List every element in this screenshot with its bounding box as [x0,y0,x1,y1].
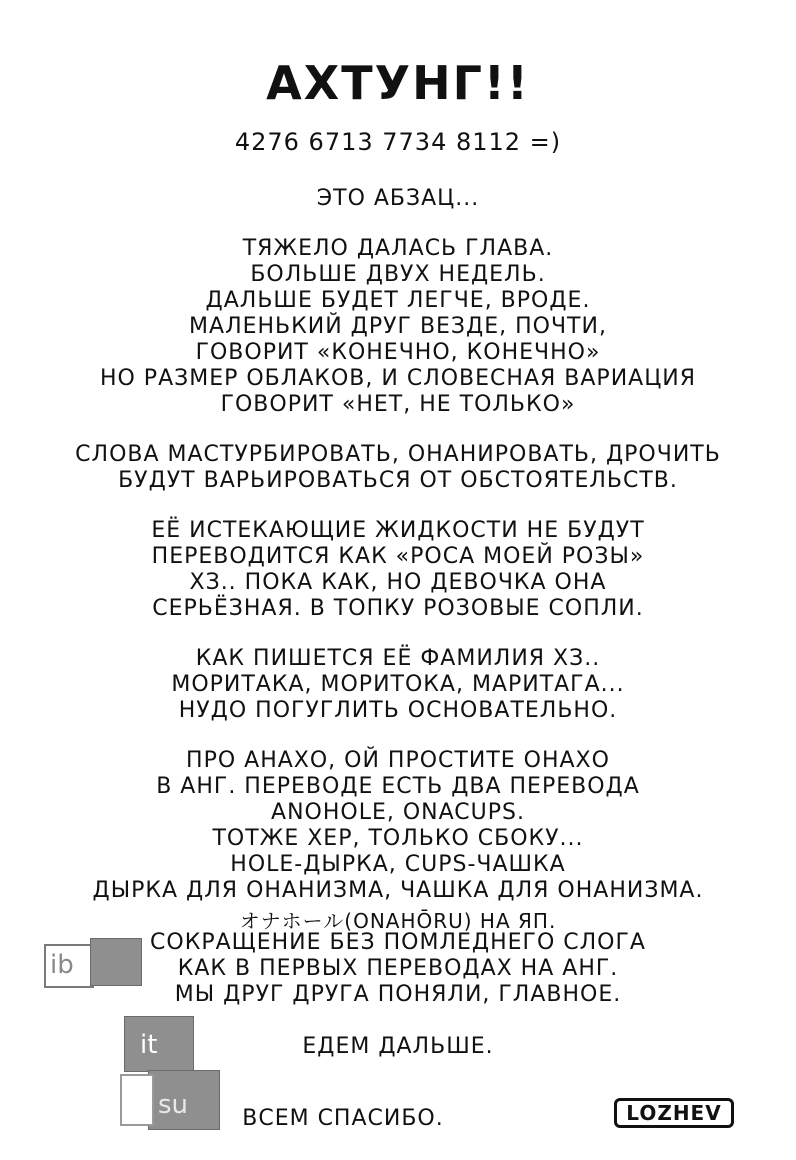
text-line: ANOHOLE, ONACUPS. [271,800,525,825]
text-line: ПРО АНАХО, ОЙ ПРОСТИТЕ ОНАХО [186,748,610,773]
logo-text: su [158,1090,189,1120]
text-line: ТЯЖЕЛО ДАЛАСЬ ГЛАВА. [242,236,554,261]
text-line: ЕЁ ИСТЕКАЮЩИЕ ЖИДКОСТИ НЕ БУДУТ [151,518,645,543]
text-line: オナホール(ONAHŌRU) НА ЯП. [239,909,557,933]
text-line: В АНГ. ПЕРЕВОДЕ ЕСТЬ ДВА ПЕРЕВОДА [156,774,640,799]
text-line: МЫ ДРУГ ДРУГА ПОНЯЛИ, ГЛАВНОЕ. [174,982,622,1007]
text-line: ПЕРЕВОДИТСЯ КАК «РОСА МОЕЙ РОЗЫ» [151,544,645,569]
card-number: 4276 6713 7734 8112 =) [234,128,562,156]
text-line: ТОТЖЕ ХЕР, ТОЛЬКО СБОКУ... [212,826,584,851]
text-line: КАК ПИШЕТСЯ ЕЁ ФАМИЛИЯ ХЗ.. [195,646,601,671]
logo-box [90,938,142,986]
text-line: ХЗ.. ПОКА КАК, НО ДЕВОЧКА ОНА [189,570,607,595]
logo-box [124,1016,194,1072]
text-line: HOLE-ДЫРКА, CUPS-ЧАШКА [230,852,566,877]
page-title: АХТУНГ!! [266,56,530,110]
text-line: МОРИТАКА, МОРИТОКА, МАРИТАГА... [171,672,625,697]
text-line: БОЛЬШЕ ДВУХ НЕДЕЛЬ. [250,262,546,287]
text-line: СЕРЬЁЗНАЯ. В ТОПКУ РОЗОВЫЕ СОПЛИ. [152,596,644,621]
logo-text: ib [50,950,74,980]
intro-line: ЭТО АБЗАЦ... [316,186,480,211]
logo-text: it [140,1030,158,1060]
text-line: МАЛЕНЬКИЙ ДРУГ ВЕЗДЕ, ПОЧТИ, [189,314,607,339]
text-line: НУДО ПОГУГЛИТЬ ОСНОВАТЕЛЬНО. [178,698,618,723]
thanks-line: ВСЕМ СПАСИБО. [242,1106,444,1131]
logo-box [120,1074,154,1126]
text-line: СЛОВА МАСТУРБИРОВАТЬ, ОНАНИРОВАТЬ, ДРОЧИТЬ [75,442,721,467]
text-line: ДАЛЬШЕ БУДЕТ ЛЕГЧЕ, ВРОДЕ. [205,288,591,313]
signature-stamp: LOZHEV [614,1098,734,1128]
text-line: ГОВОРИТ «НЕТ, НЕ ТОЛЬКО» [220,392,576,417]
text-line: НО РАЗМЕР ОБЛАКОВ, И СЛОВЕСНАЯ ВАРИАЦИЯ [99,366,697,391]
text-line: БУДУТ ВАРЬИРОВАТЬСЯ ОТ ОБСТОЯТЕЛЬСТВ. [118,468,678,493]
text-line: КАК В ПЕРВЫХ ПЕРЕВОДАХ НА АНГ. [177,956,619,981]
closing-line: ЕДЕМ ДАЛЬШЕ. [302,1034,494,1059]
text-line: СОКРАЩЕНИЕ БЕЗ ПОМЛЕДНЕГО СЛОГА [150,930,646,955]
text-line: ГОВОРИТ «КОНЕЧНО, КОНЕЧНО» [195,340,601,365]
text-line: ДЫРКА ДЛЯ ОНАНИЗМА, ЧАШКА ДЛЯ ОНАНИЗМА. [92,878,704,903]
